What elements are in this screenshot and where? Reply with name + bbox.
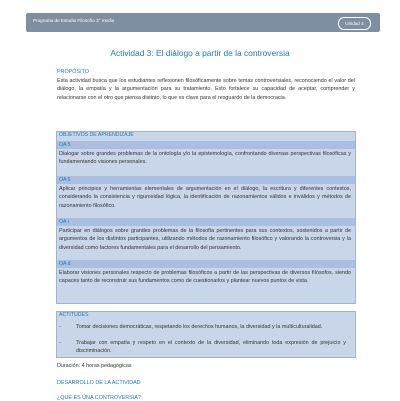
- duration-text: Duración: 4 horas pedagógicas: [57, 363, 132, 369]
- header-band: [26, 13, 380, 32]
- bullet-dash-icon: -: [59, 340, 61, 346]
- objective-code: OA i: [59, 219, 69, 225]
- attitude-text: Trabajar con empatía y respeto en el contexto de la diversidad, eliminando toda expresión de prejuicio y discriminación.: [76, 340, 346, 354]
- attitudes-box: [56, 311, 356, 358]
- bullet-dash-icon: -: [59, 324, 61, 330]
- activity-title: Actividad 3: El diálogo a partir de la controversia: [110, 48, 290, 58]
- program-title: Programa de Estudio Filosofía 3° medio: [33, 18, 115, 23]
- objective-code: OA d: [59, 261, 71, 267]
- objective-text: Elaborar visiones personales respecto de problemas filosóficos a partir de las perspectivas de diversos filósofos, siendo capaces tanto de reconstruir sus fundamentos como de cuestionarlos y plantear nuevos puntos de vista.: [59, 270, 351, 285]
- unit-badge: Unidad 4: [338, 17, 371, 30]
- objective-code: OA 5: [59, 142, 71, 148]
- purpose-text: Esta actividad busca que los estudiantes reflexionen filosóficamente sobre temas controversiales, reconociendo el valor del diálogo, la empatía y la argumentación para su tratamiento. Esto fortalece su capacidad de aceptar, comprender y relacionarse con el otro que piensa distinto, lo que es clave para el resguardo de la democracia.: [57, 78, 355, 101]
- purpose-heading: PROPÓSITO: [57, 69, 89, 75]
- objective-code-row: [57, 176, 355, 184]
- objective-text: Participar en diálogos sobre grandes problemas de la filosofía pertinentes para sus contextos, sostenidos a partir de argumentos de los distintos participantes, utilizando métodos de razonamiento filosófico y valorando la controversia y la diversidad como factores fundamentales para el desarrollo del pensamiento.: [59, 228, 351, 251]
- objectives-box: [56, 131, 356, 304]
- objectives-heading: OBJETIVOS DE APRENDIZAJE: [59, 132, 134, 138]
- objective-text: Dialogar sobre grandes problemas de la ontología y/o la epistemología, confrontando diversas perspectivas filosóficas y fundamentando visiones personales.: [59, 151, 351, 166]
- objective-code-row: [57, 218, 355, 226]
- attitude-text: Tomar decisiones democráticas, respetando los derechos humanos, la diversidad y la multiculturalidad.: [76, 324, 323, 330]
- development-heading: DESARROLLO DE LA ACTIVIDAD: [57, 380, 141, 386]
- controversy-question: ¿QUÉ ES UNA CONTROVERSIA?: [57, 395, 141, 401]
- objective-text: Aplicar principios y herramientas elementales de argumentación en el diálogo, la escritura y diferentes contextos, considerando la consistencia y rigurosidad lógica, la identificación de razonamientos válidos e inválidos y métodos de razonamiento filosófico.: [59, 186, 351, 209]
- objective-code: OA 6: [59, 177, 71, 183]
- attitudes-heading: ACTITUDES: [59, 312, 89, 318]
- objective-code-row: [57, 141, 355, 149]
- objective-code-row: [57, 260, 355, 268]
